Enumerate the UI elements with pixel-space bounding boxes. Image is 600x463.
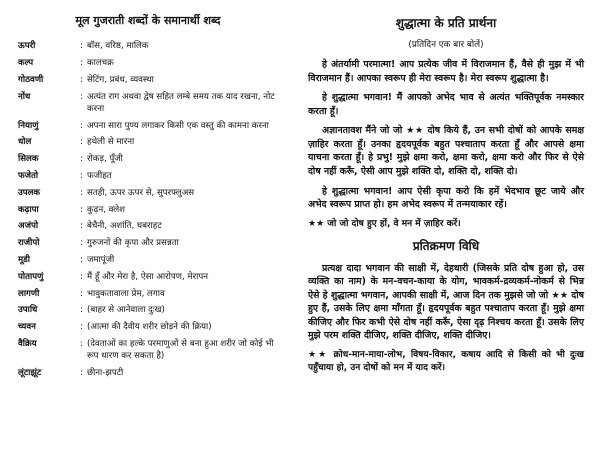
colon-separator: : [80, 271, 83, 282]
pratikraman-paragraph: प्रत्यक्ष दादा भगवान की साक्षी में, देहधारी (जिसके प्रति दोष हुआ हो, उस व्यक्ति का नाम) के मन-वचन-काया के योग, भावकर्म-द्रव्यकर्म-नोकर्म से भिन्न ऐसे हे शुद्धात्मा भगवान, आपकी साक्षी में, आज दिन तक मुझसे जो जो ★★ दोष हुए हैं, उसके लिए क्षमा माँगता हूँ। हृदयपूर्वक बहुत पश्चाताप करता हूँ। मुझे क्षमा कीजिए और फिर कभी ऐसे दोष नहीं करूँ, ऐसा दृढ़ निश्चय करता हूँ। उसके लिए मुझे परम शक्ति दीजिए, शक्ति दीजिए, शक्ति दीजिए। [308, 262, 584, 342]
colon-separator: : [80, 322, 83, 333]
colon-separator: : [80, 255, 83, 266]
colon-separator: : [80, 41, 83, 52]
glossary-entry [18, 321, 278, 333]
colon-separator: : [80, 368, 83, 379]
glossary-entry [18, 136, 278, 148]
colon-separator: : [80, 305, 83, 316]
colon-separator: : [80, 171, 83, 182]
pratikraman-paragraphs [308, 262, 584, 343]
glossary-definition: बेचैनी, अशांति, घबराहट [87, 221, 162, 232]
glossary-definition: जमापूंजी [87, 255, 115, 266]
prayer-subtitle: (प्रतिदिन एक बार बोलें) [408, 40, 484, 50]
glossary-entry [18, 120, 278, 132]
glossary-entry [18, 288, 278, 300]
glossary-term: लागणी [18, 288, 40, 299]
glossary-definition: सतही, ऊपर ऊपर से, सुपरफ्लुअस [87, 187, 195, 198]
colon-separator: : [80, 137, 83, 148]
glossary-definition: छीना-झपटी [87, 368, 124, 379]
glossary-list [18, 40, 278, 379]
glossary-entry [18, 40, 278, 52]
colon-separator: : [80, 288, 83, 299]
glossary-entry [18, 338, 278, 362]
glossary-entry [18, 204, 278, 216]
prayer-paragraphs [308, 58, 584, 212]
colon-separator: : [80, 120, 83, 131]
glossary-term: ऊपरी [18, 41, 36, 52]
colon-separator: : [80, 91, 83, 102]
glossary-term: सिलक [18, 154, 39, 165]
glossary-term: मूडी [18, 255, 30, 266]
glossary-definition: रोकड़, पूँजी [87, 154, 123, 165]
glossary-definition: सेटिंग, प्रबंध, व्यवस्था [87, 74, 154, 85]
glossary-term: कढ़ापा [18, 204, 39, 215]
glossary-definition: अत्यंत राग अथवा द्वेष सहित लम्बे समय तक याद रखना, नोट करना [87, 91, 275, 114]
glossary-definition: अपना सारा पुण्य लगाकर किसी एक वस्तु की कामना करना [87, 120, 269, 131]
glossary-definition: मैं हूँ और मेरा है, ऐसा आरोपण, मेरापन [87, 271, 208, 282]
glossary-definition: फजीहत [87, 171, 112, 182]
glossary-column [18, 14, 278, 453]
glossary-term: धोल [18, 137, 32, 148]
glossary-definition: (बाहर से आनेवाला दुःख) [87, 305, 165, 316]
glossary-title: मूल गुजराती शब्दों के समानार्थी शब्द [75, 14, 221, 27]
glossary-term: च्यवन [18, 322, 36, 333]
prayer-column [308, 14, 584, 453]
glossary-term: वैक्रिय [18, 339, 37, 350]
prayer-paragraph: हे शुद्धात्मा भगवान! आप ऐसी कृपा करो कि हमें भेदभाव छूट जाये और अभेद स्वरूप प्राप्त हो। हम अभेद स्वरूप में तन्मयाकार रहें। [308, 185, 584, 211]
glossary-definition: गुरुजनों की कृपा और प्रसन्नता [87, 238, 179, 249]
glossary-term: अजंपो [18, 221, 39, 232]
glossary-term: राजीपो [18, 238, 40, 249]
pratikraman-footnote: ★★ क्रोध-मान-माया-लोभ, विषय-विकार, कषाय आदि से किसी को भी दुःख पहुँचाया हो, उन दोषों को मन में याद करें। [308, 350, 584, 374]
glossary-entry [18, 170, 278, 182]
prayer-paragraph: हे अंतर्यामी परमात्मा! आप प्रत्येक जीव में विराजमान हैं, वैसे ही मुझ में भी विराजमान हैं। आपका स्वरूप ही मेरा स्वरूप है। मेरा स्वरूप शुद्धात्मा है। [308, 59, 584, 84]
glossary-entry [18, 271, 278, 283]
glossary-definition: कालचक्र [87, 58, 114, 69]
glossary-term: उपलक [18, 187, 41, 198]
glossary-term: फजेतो [18, 171, 39, 182]
glossary-definition: भावुकतावाला प्रेम, लगाव [87, 288, 165, 299]
glossary-definition: (आत्मा की दैवीय शरीर छोड़ने की क्रिया) [87, 322, 212, 333]
glossary-entry [18, 237, 278, 249]
glossary-term: लूंटाझूंट [18, 368, 42, 379]
colon-separator: : [80, 187, 83, 198]
glossary-definition: बॉस, वरिष्ठ, मालिक [87, 41, 149, 52]
glossary-entry [18, 367, 278, 379]
glossary-term: नोंध [18, 91, 31, 102]
glossary-entry [18, 153, 278, 165]
colon-separator: : [80, 58, 83, 69]
glossary-entry [18, 254, 278, 266]
prayer-paragraph: अज्ञानतावश मैंने जो जो ★★ दोष किये हैं, उन सभी दोषों को आपके समक्ष ज़ाहिर करता हूँ। उनका हृदयपूर्वक बहुत पश्चाताप करता हूँ और आपसे क्षमा याचना करता हूँ। हे प्रभु! मुझे क्षमा करो, क्षमा करो, क्षमा करो और फिर से ऐसे दोष नहीं करूँ, ऐसी आप मुझे शक्ति दो, शक्ति दो, शक्ति दो। [308, 125, 584, 177]
colon-separator: : [80, 339, 83, 350]
glossary-entry [18, 304, 278, 316]
glossary-term: उपाधि [18, 305, 38, 316]
colon-separator: : [80, 204, 83, 215]
glossary-entry [18, 220, 278, 232]
prayer-title: शुद्धात्मा के प्रति प्रार्थना [395, 16, 497, 30]
prayer-paragraph: हे शुद्धात्मा भगवान! मैं आपको अभेद भाव से अत्यंत भक्तिपूर्वक नमस्कार करता हूँ। [308, 92, 584, 117]
glossary-term: गोठवणी [18, 74, 44, 85]
glossary-entry [18, 187, 278, 199]
glossary-definition: कुढ़न, क्लेश [87, 204, 126, 215]
pratikraman-title: प्रतिक्रमण विधि [412, 238, 480, 253]
glossary-entry [18, 91, 278, 115]
colon-separator: : [80, 238, 83, 249]
colon-separator: : [80, 74, 83, 85]
colon-separator: : [80, 221, 83, 232]
glossary-term: कल्प [18, 58, 34, 69]
glossary-entry [18, 57, 278, 69]
glossary-entry [18, 74, 278, 86]
glossary-definition: (देवताओं का हल्के परमाणुओं से बना हुआ शरीर जो कोई भी रूप धारण कर सकता है) [87, 339, 274, 362]
glossary-term: नियाणुं [18, 120, 39, 131]
colon-separator: : [80, 154, 83, 165]
glossary-definition: हथेली से मारना [87, 137, 135, 148]
glossary-term: पोतापणुं [18, 271, 44, 282]
prayer-footnote: ★★ जो जो दोष हुए हों, वे मन में ज़ाहिर करें। [308, 218, 461, 229]
